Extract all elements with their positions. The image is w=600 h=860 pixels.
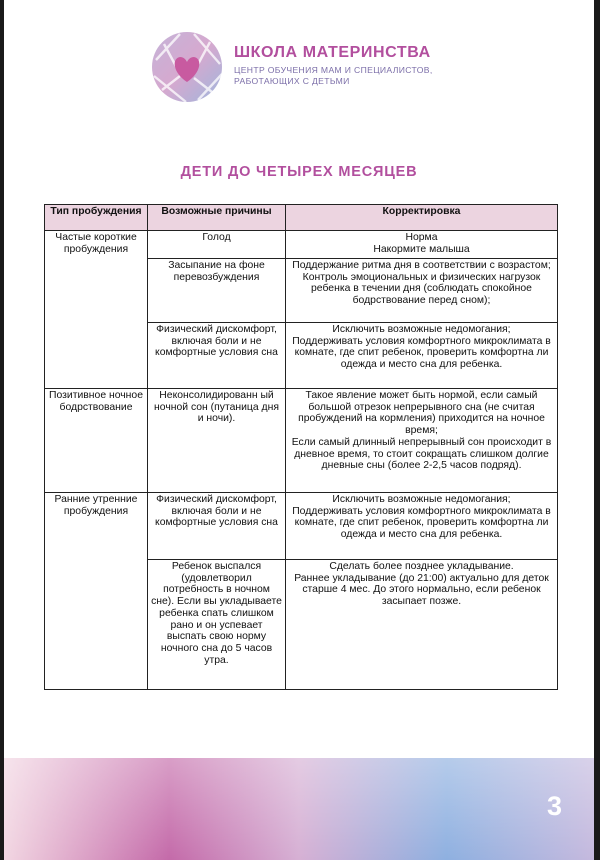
header-cause: Возможные причины [148, 205, 286, 231]
logo-heart-icon [150, 30, 224, 104]
table-row [45, 389, 558, 493]
correction-cell: Норма Накормите малыша [286, 231, 558, 259]
table-row [45, 493, 558, 560]
type-cell: Ранние утренние пробуждения [45, 493, 148, 690]
type-cell: Позитивное ночное бодрствование [45, 389, 148, 493]
footer-gradient-band [4, 758, 594, 860]
brand-title: ШКОЛА МАТЕРИНСТВА [234, 44, 431, 61]
type-cell: Частые короткие пробуждения [45, 231, 148, 389]
table-header-row [45, 205, 558, 231]
correction-cell: Поддержание ритма дня в соответствии с возрастом; Контроль эмоциональных и физических нагрузок ребенка в течении дня (соблюдать спокойное бодрствование перед сном); [286, 259, 558, 323]
wake-up-table [44, 204, 558, 690]
correction-cell: Исключить возможные недомогания; Поддерживать условия комфортного микроклимата в комнате, где спит ребенок, проверить комфортна ли одежда и место сна для ребенка. [286, 493, 558, 560]
table-row [45, 231, 558, 259]
brand-subtitle-line1: ЦЕНТР ОБУЧЕНИЯ МАМ И СПЕЦИАЛИСТОВ, [234, 65, 433, 75]
cause-cell: Засыпание на фоне перевозбуждения [148, 259, 286, 323]
page-heading: ДЕТИ ДО ЧЕТЫРЕХ МЕСЯЦЕВ [180, 164, 418, 180]
cause-cell: Физический дискомфорт, включая боли и не комфортные условия сна [148, 323, 286, 389]
header-correction: Корректировка [286, 205, 558, 231]
header-type: Тип пробуждения [45, 205, 148, 231]
brand-block [234, 44, 433, 87]
cause-cell: Физический дискомфорт, включая боли и не комфортные условия сна [148, 493, 286, 560]
brand-subtitle-line2: РАБОТАЮЩИХ С ДЕТЬМИ [234, 76, 350, 86]
document-page [4, 0, 594, 860]
correction-cell: Сделать более позднее укладывание. Раннее укладывание (до 21:00) актуально для деток старше 4 мес. До этого нормально, если ребенок засыпает позже. [286, 560, 558, 690]
correction-cell: Такое явление может быть нормой, если самый большой отрезок непрерывного сна (не считая пробуждений на кормления) приходится на ночное время; Если самый длинный непрерывный сон происходит в дневное время, то стоит сокращать слишком долгие дневные сны (более 2-2,5 часов подряд). [286, 389, 558, 493]
cause-cell: Ребенок выспался (удовлетворил потребность в ночном сне). Если вы укладываете ребенка спать слишком рано и он успевает выспать свою норму ночного сна до 5 часов утра. [148, 560, 286, 690]
cause-cell: Голод [148, 231, 286, 259]
correction-cell: Исключить возможные недомогания; Поддерживать условия комфортного микроклимата в комнате, где спит ребенок, проверить комфортна ли одежда и место сна для ребенка. [286, 323, 558, 389]
cause-cell: Неконсолидированн ый ночной сон (путаница дня и ночи). [148, 389, 286, 493]
page-number: 3 [546, 791, 562, 821]
